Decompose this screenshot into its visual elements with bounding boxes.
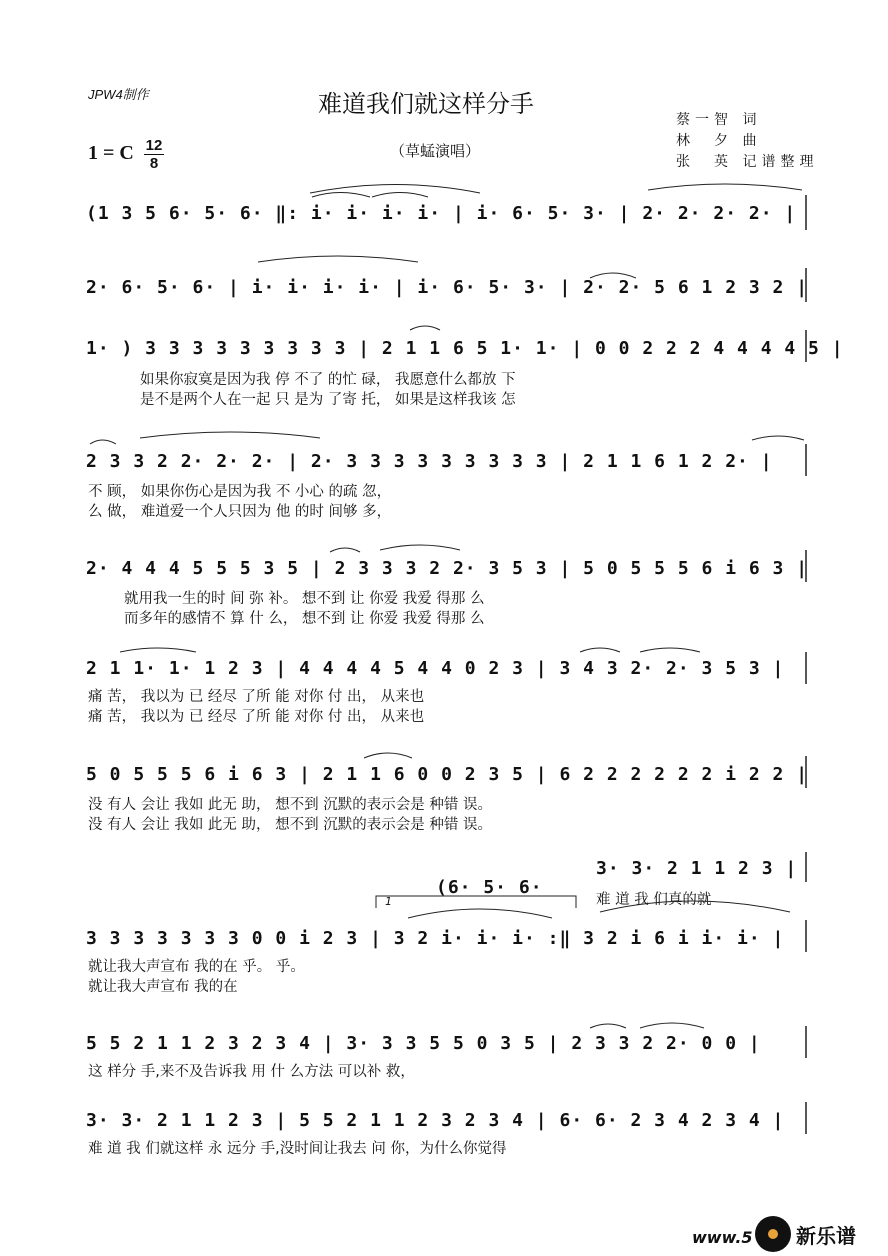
staff-line-3-lyric-1: 如果你寂寞是因为我 停 不了 的忙 碌， 我愿意什么都放 下 [140,372,516,388]
staff-line-10-notes: 3· 3· 2 1 1 2 3 | 5 5 2 1 1 2 3 2 3 4 | 6· 6· 2 3 4 2 3 4 | [86,1110,785,1131]
staff-line-3-notes: 1· ) 3 3 3 3 3 3 3 3 3 | 2 1 1 6 5 1· 1· | 0 0 2 2 2 4 4 4 4 5 | [86,338,844,359]
slur-arc [580,648,620,652]
staff-line-4-notes: 2 3 3 2 2· 2· 2· | 2· 3 3 3 3 3 3 3 3 3 | 2 1 1 6 1 2 2· | [86,451,773,472]
volta-bracket [376,896,576,908]
slur-arc [648,184,802,190]
slur-arc [90,440,116,444]
slur-arc [120,648,196,652]
key-signature: 1 = C [88,142,134,164]
arranger-credit: 张 英 记谱整理 [676,154,819,170]
staff-line-6-notes: 2 1 1· 1· 1 2 3 | 4 4 4 4 5 4 4 0 2 3 | 3 4 3 2· 2· 3 5 3 | [86,658,785,679]
lyricist-credit: 蔡一智 词 [676,112,762,128]
staff-line-9-notes: 5 5 2 1 1 2 3 2 3 4 | 3· 3 3 5 5 0 3 5 | 2 3 3 2 2· 0 0 | [86,1033,761,1054]
slur-arc [590,273,636,278]
staff-line-8-notes: 3 3 3 3 3 3 3 0 0 i 2 3 | 3 2 i· i· i· :‖ 3 2 i 6 i i· i· | [86,928,785,949]
staff-line-8-upper-lyric: 难 道 我 们真的就 [596,892,712,908]
slur-arc [140,432,320,438]
slur-arc [310,185,480,194]
staff-line-5-lyric-2: 而多年的感情不 算 什 么， 想不到 让 你爱 我爱 得那 么 [124,611,485,627]
staff-line-2-notes: 2· 6· 5· 6· | i· i· i· i· | i· 6· 5· 3· | 2· 2· 5 6 1 2 3 2 | [86,277,809,298]
record-logo-icon [755,1216,791,1252]
slur-arc [408,909,552,918]
staff-line-6-lyric-2: 痛 苦， 我以为 已 经尽 了所 能 对你 付 出， 从来也 [88,709,425,725]
staff-line-7-lyric-1: 没 有人 会让 我如 此无 助， 想不到 沉默的表示会是 种错 误。 [88,797,492,813]
staff-line-8-lyric-1: 就让我大声宣布 我的在 乎。 乎。 [88,959,305,975]
staff-line-4-lyric-2: 么 做， 难道爱一个人只因为 他 的时 间够 多， [88,504,392,520]
staff-line-7-notes: 5 0 5 5 5 6 i 6 3 | 2 1 1 6 0 0 2 3 5 | 6 2 2 2 2 2 2 i 2 2 | [86,764,809,785]
slur-arc [380,545,460,550]
staff-line-5-lyric-1: 就用我一生的时 间 弥 补。 想不到 让 你爱 我爱 得那 么 [124,591,485,607]
slur-arc [330,548,360,552]
watermark-site: www.5 [692,1228,753,1247]
slur-arc [258,256,418,262]
staff-line-4-lyric-1: 不 顾， 如果你伤心是因为我 不 小心 的疏 忽， [88,484,392,500]
slur-arc [590,1024,626,1028]
slur-arc [364,753,412,758]
time-signature-top: 12 [145,137,163,154]
staff-line-5-notes: 2· 4 4 4 5 5 5 3 5 | 2 3 3 3 2 2· 3 5 3 | 5 0 5 5 5 6 i 6 3 | [86,558,809,579]
slur-arc [410,326,440,330]
staff-line-10-lyric-1: 难 道 我 们就这样 永 远分 手,没时间让我去 问 你，为什么你觉得 [88,1141,507,1157]
slur-arc [640,648,700,652]
time-signature-bottom: 8 [149,155,159,172]
volta-bracket-label: 1 [385,895,392,908]
slur-arc [312,193,370,198]
staff-line-8-alt-notes: (6· 5· 6· [436,877,543,898]
maker-label: JPW4制作 [88,87,149,102]
staff-line-8-lyric-2: 就让我大声宣布 我的在 [88,979,238,995]
staff-line-3-lyric-2: 是不是两个人在一起 只 是为 了寄 托， 如果是这样我该 怎 [140,392,516,408]
staff-line-8-upper-notes: 3· 3· 2 1 1 2 3 | [596,858,798,879]
staff-line-1-notes: (1 3 5 6· 5· 6· ‖: i· i· i· i· | i· 6· 5· 3· | 2· 2· 2· 2· | [86,203,797,224]
composer-credit: 林 夕 曲 [676,133,762,149]
staff-line-9-lyric-1: 这 样分 手,来不及告诉我 用 什 么方法 可以补 救， [88,1064,415,1080]
watermark-logo: 新乐谱 [796,1224,856,1248]
slur-arc [640,1023,704,1028]
song-title: 难道我们就这样分手 [318,90,534,118]
slur-arc [752,436,804,440]
staff-line-7-lyric-2: 没 有人 会让 我如 此无 助， 想不到 沉默的表示会是 种错 误。 [88,817,492,833]
staff-line-6-lyric-1: 痛 苦， 我以为 已 经尽 了所 能 对你 付 出， 从来也 [88,689,425,705]
slur-arc [600,901,790,912]
record-logo-center [768,1229,778,1239]
slur-arc [372,193,428,198]
singer-label: （草蜢演唱） [390,142,481,160]
